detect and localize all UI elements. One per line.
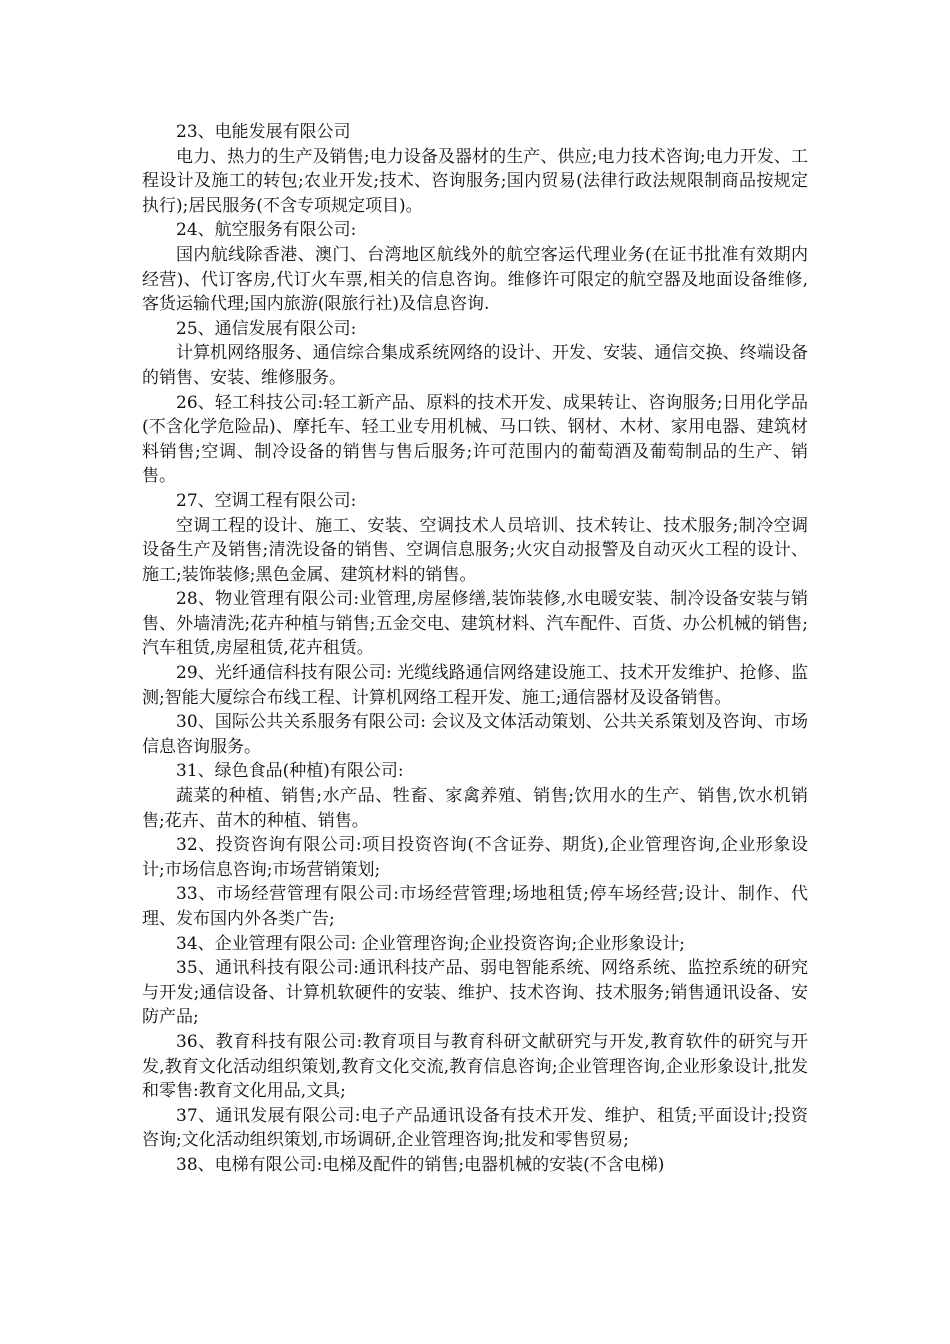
company-heading: 31、绿色食品(种植)有限公司: [176,761,404,782]
company-entry: 29、光纤通信科技有限公司: 光缆线路通信网络建设施工、技术开发维护、抢修、监测;智能大厦综合布线工程、计算机网络工程开发、施工;通信器材及设备销售。 [142,663,808,708]
company-heading: 24、航空服务有限公司: [176,220,357,241]
company-entry: 35、通讯科技有限公司:通讯科技产品、弱电智能系统、网络系统、监控系统的研究与开发;通信设备、计算机软硬件的安装、维护、技术咨询、技术服务;销售通讯设备、安防产品; [142,958,808,1028]
company-entry: 32、投资咨询有限公司:项目投资咨询(不含证券、期货),企业管理咨询,企业形象设计;市场信息咨询;市场营销策划; [142,835,808,880]
company-entry: 26、轻工科技公司:轻工新产品、原料的技术开发、成果转让、咨询服务;日用化学品(不含化学危险品)、摩托车、轻工业专用机械、马口铁、钢材、木材、家用电器、建筑材料销售;空调、制冷设备的销售与售后服务;许可范围内的葡萄酒及葡萄制品的生产、销售。 [142,392,808,487]
document-body [142,120,808,1178]
business-scope: 空调工程的设计、施工、安装、空调技术人员培训、技术转让、技术服务;制冷空调设备生产及销售;清洗设备的销售、空调信息服务;火灾自动报警及自动灭火工程的设计、施工;装饰装修;黑色金属、建筑材料的销售。 [142,515,808,585]
company-heading: 25、通信发展有限公司: [176,318,357,339]
company-entry: 34、企业管理有限公司: 企业管理咨询;企业投资咨询;企业形象设计; [176,933,685,954]
company-entry: 37、通讯发展有限公司:电子产品通讯设备有技术开发、维护、租赁;平面设计;投资咨询;文化活动组织策划,市场调研,企业管理咨询;批发和零售贸易; [142,1105,808,1151]
company-heading: 23、电能发展有限公司 [176,122,351,142]
company-heading: 27、空调工程有限公司: [176,490,357,511]
company-entry: 38、电梯有限公司:电梯及配件的销售;电器机械的安装(不含电梯) [176,1154,665,1175]
business-scope: 计算机网络服务、通信综合集成系统网络的设计、开发、安装、通信交换、终端设备的销售、安装、维修服务。 [142,343,808,388]
business-scope: 蔬菜的种植、销售;水产品、牲畜、家禽养殖、销售;饮用水的生产、销售,饮水机销售;花卉、苗木的种植、销售。 [142,786,808,831]
business-scope: 电力、热力的生产及销售;电力设备及器材的生产、供应;电力技术咨询;电力开发、工程设计及施工的转包;农业开发;技术、咨询服务;国内贸易(法律行政法规限制商品按规定执行);居民服务(不含专项规定项目)。 [142,146,808,216]
company-entry: 28、物业管理有限公司:业管理,房屋修缮,装饰装修,水电暖安装、制冷设备安装与销售、外墙清洗;花卉种植与销售;五金交电、建筑材料、汽车配件、百货、办公机械的销售;汽车租赁,房屋租赁,花卉租赁。 [142,589,808,659]
company-entry: 33、市场经营管理有限公司:市场经营管理;场地租赁;停车场经营;设计、制作、代理、发布国内外各类广告; [142,884,808,929]
company-entry: 36、教育科技有限公司:教育项目与教育科研文献研究与开发,教育软件的研究与开发,教育文化活动组织策划,教育文化交流,教育信息咨询;企业管理咨询,企业形象设计,批发和零售:教育文化用品,文具; [142,1031,808,1102]
company-entry: 30、国际公共关系服务有限公司: 会议及文体活动策划、公共关系策划及咨询、市场信息咨询服务。 [142,712,808,757]
business-scope: 国内航线除香港、澳门、台湾地区航线外的航空客运代理业务(在证书批准有效期内经营)、代订客房,代订火车票,相关的信息咨询。维修许可限定的航空器及地面设备维修,客货运输代理;国内旅游(限旅行社)及信息咨询. [142,244,808,315]
